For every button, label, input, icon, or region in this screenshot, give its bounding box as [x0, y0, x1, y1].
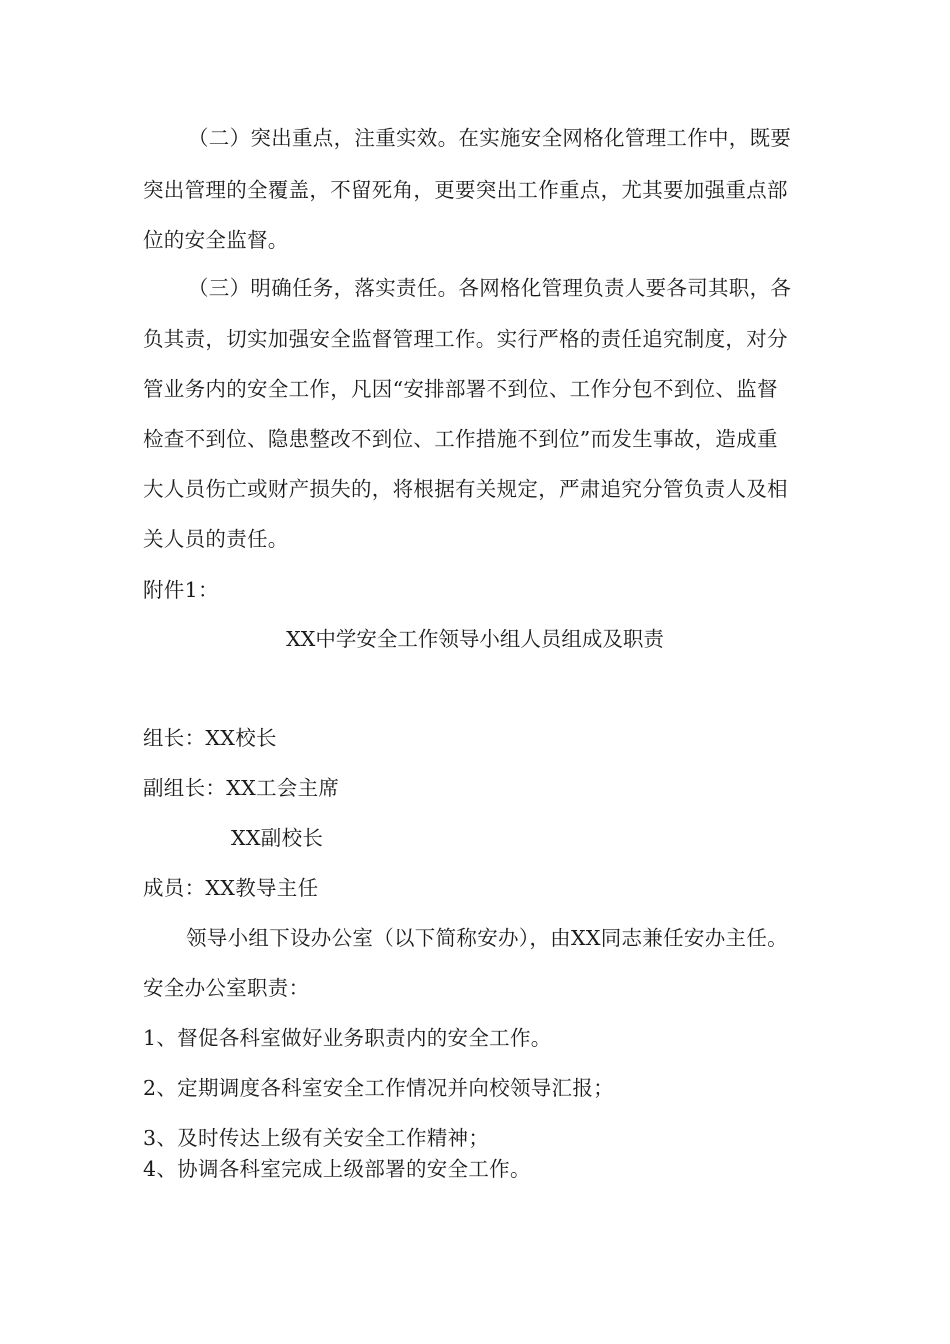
member-leader: 组长：XX校长 — [143, 726, 277, 750]
member-deputy2: XX副校长 — [231, 826, 324, 850]
paragraph-section3-line5: 大人员伤亡或财产损失的，将根据有关规定，严肃追究分管负责人及相 — [143, 477, 788, 501]
duty-item-2: 2、定期调度各科室安全工作情况并向校领导汇报； — [143, 1076, 614, 1100]
paragraph-section3-line1: （三）明确任务，落实责任。各网格化管理负责人要各司其职，各 — [188, 276, 792, 300]
paragraph-section2-line2: 突出管理的全覆盖，不留死角，更要突出工作重点，尤其要加强重点部 — [143, 178, 788, 202]
paragraph-section2-line3: 位的安全监督。 — [143, 228, 289, 252]
paragraph-section3-line6: 关人员的责任。 — [143, 527, 289, 551]
paragraph-section3-line2: 负其责，切实加强安全监督管理工作。实行严格的责任追究制度，对分 — [143, 327, 788, 351]
paragraph-section3-line3: 管业务内的安全工作，凡因“安排部署不到位、工作分包不到位、监督 — [143, 377, 778, 401]
office-setup-text: 领导小组下设办公室（以下简称安办），由XX同志兼任安办主任。 — [186, 926, 788, 950]
office-duties-heading: 安全办公室职责： — [143, 976, 310, 1000]
member-deputy: 副组长：XX工会主席 — [143, 776, 340, 800]
paragraph-section3-line4: 检查不到位、隐患整改不到位、工作措施不到位”而发生事故，造成重 — [143, 427, 778, 451]
duty-item-4: 4、协调各科室完成上级部署的安全工作。 — [143, 1157, 531, 1181]
paragraph-section2-line1: （二）突出重点，注重实效。在实施安全网格化管理工作中，既要 — [188, 126, 792, 150]
duty-item-3: 3、及时传达上级有关安全工作精神； — [143, 1126, 490, 1150]
attachment-label: 附件1： — [143, 578, 219, 602]
member-member: 成员：XX教导主任 — [143, 876, 319, 900]
attachment-title: XX中学安全工作领导小组人员组成及职责 — [286, 627, 664, 651]
duty-item-1: 1、督促各科室做好业务职责内的安全工作。 — [143, 1026, 552, 1050]
